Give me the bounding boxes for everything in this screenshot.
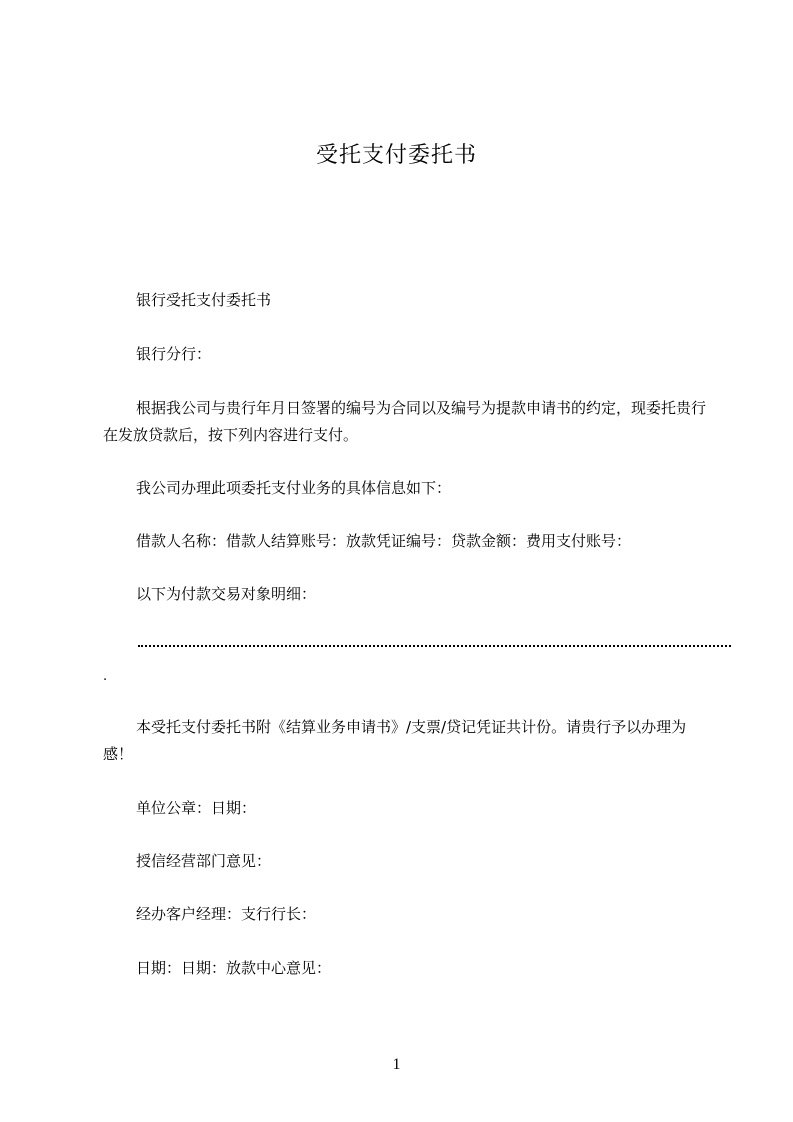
final-dates-line: 日期：日期：放款中心意见：	[136, 959, 332, 977]
detail-intro: 以下为付款交易对象明细：	[136, 585, 317, 603]
document-title: 受托支付委托书	[315, 143, 477, 168]
seal-date-line: 单位公章：日期：	[136, 799, 257, 817]
fields-line: 借款人名称：借款人结算账号：放款凭证编号：贷款金额：费用支付账号：	[136, 532, 632, 550]
attachment-paragraph: 本受托支付委托书附《结算业务申请书》/支票/贷记凭证共计份。请贵行予以办理为感！	[103, 718, 687, 763]
page-number: 1	[392, 1056, 401, 1073]
credit-dept-line: 授信经营部门意见：	[136, 852, 272, 870]
dot-tail: .	[103, 669, 108, 684]
body-paragraph-2: 我公司办理此项委托支付业务的具体信息如下：	[136, 479, 452, 497]
heading-line: 银行受托支付委托书	[136, 291, 272, 309]
recipient-line: 银行分行：	[136, 345, 212, 363]
dotted-leader-line	[138, 645, 731, 647]
managers-line: 经办客户经理：支行行长：	[136, 905, 317, 923]
body-paragraph-1: 根据我公司与贵行年月日签署的编号为合同以及编号为提款申请书的约定，现委托贵行在发放贷款后，按下列内容进行支付。	[103, 399, 707, 444]
